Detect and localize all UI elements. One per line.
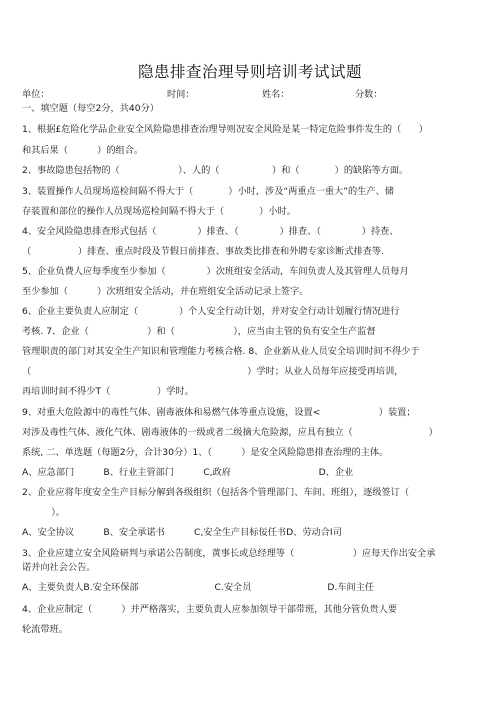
- section-heading-fill-blank: 一、填空题（每空2分，共40分）: [22, 103, 159, 114]
- question-line: 9、对重大危险源中的毒性气体、剧毒液体和易燃气体等重点设施，设置< ）装置；: [22, 407, 416, 418]
- question-line: 2、企业应将年度安全生产目标分解到各级组织（包括各个管理部门、车间、班组），逐级签订（: [22, 487, 410, 498]
- question-line: 对涉及毒性气体、液化气体、剧毒液体的一级或者二级摘大危险源，应具有独立（ ）: [22, 427, 438, 438]
- question-line: 1、根据£危险化学品企业安全风险隐患排查治理导则况安全风险是某一特定危险事件发生的（ ）: [22, 124, 428, 135]
- header-time-label: 时间：: [167, 89, 195, 100]
- question-line: 系统, 二、单选题（每题2分，合计30分）1、（ ）是安全风险隐患排查治理的主体。: [22, 447, 389, 458]
- answer-options: A、主要负责人B.安全环保部 C.安全员 D.车间主任: [22, 582, 375, 593]
- question-line: 3、企业应建立安全风险研判与承诺公告制度，黄事长或总经理等（ ）应每天作出安全承: [22, 548, 436, 559]
- header-unit-label: 单位：: [22, 89, 50, 100]
- question-line: （ ）学时；从业人员每年应接受再培训，: [22, 366, 404, 377]
- question-line: 至少参加（ ）次班组安全活动，并在班组安全活动记录上签字。: [22, 286, 309, 297]
- question-line: 诺并向社会公告。: [22, 562, 96, 573]
- header-score-label: 分数：: [355, 89, 383, 100]
- question-line: 轮流带班。: [22, 624, 68, 635]
- question-line: 存装置和部位的操作人员现场巡检间隔不得大于（ ）小时。: [22, 206, 296, 217]
- question-line: （ ）排查、重点时段及节假日前排查、事故类比排查和外聘专家诊断式排查等.: [22, 246, 385, 257]
- page-title: 隐患排查治理导则培训考试试题: [137, 63, 362, 81]
- question-line: 再培训时间不得少T（ ）学时。: [22, 386, 194, 397]
- question-line: ）。: [22, 507, 65, 518]
- question-line: 3、装置操作人员现场巡检间隔不得大于（ ）小时，涉及“两重点一重大”的生产、储: [22, 186, 394, 197]
- question-line: 6、企业主要负责人应制定（ ）个人安全行动计划，并对安全行动计划履行情况进行: [22, 306, 400, 317]
- question-line: 和其后果（ ）的组合。: [22, 145, 144, 156]
- question-line: 5、企业负费人应每季度至少参加（ ）次班组安全活动，车间负责人及其管理人员每月: [22, 266, 409, 277]
- question-line: 2、事故隐患包括物的（ ）、人的（ ）和（ ）的缺陷等方面。: [22, 165, 409, 176]
- question-line: 4、企业应制定（ ）并严格落实，主要负责人应参加领导干部带班，其他分管负贵人要: [22, 604, 397, 615]
- question-line: 管理职责的部门对其安全生产知识和管理能力考核合格. 8、企业新从业人员安全培训时间不得少于: [22, 346, 420, 357]
- question-line: 4、安全风险隐患排查形式包括（ ）排查、（ ）排查、（ ）持查、: [22, 226, 399, 237]
- answer-options: A、应急部门 B、行业主管部门 C,政府 D、企业: [22, 467, 354, 478]
- question-line: 考核. 7、企业（ ）和（ ），应当由主管的负有安全生产监督: [22, 326, 376, 337]
- answer-options: A、安全协议 B、安全承诺书 C,安全生产目标佞任书D、劳动合Ⅰ司: [22, 527, 342, 538]
- header-name-label: 姓名：: [262, 89, 290, 100]
